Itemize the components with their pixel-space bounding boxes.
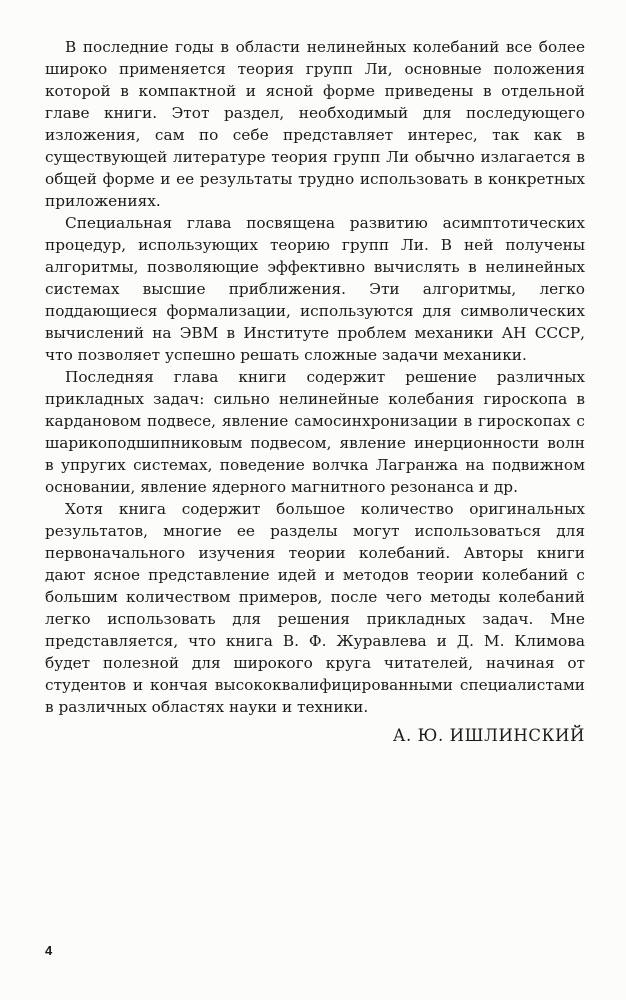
- paragraph-1: В последние годы в области нелинейных колебаний все более широко применяется теория групп Ли, основные положения которой в компактной и ясной форме приведены в отдельной главе книги. Этот раздел, необходимый для последующего изложения, сам по себе представляет интерес, так как в существующей литературе теория групп Ли обычно излагается в общей форме и ее результаты трудно использовать в конкретных приложениях.: [45, 38, 585, 210]
- page-number: 4: [45, 943, 53, 958]
- paragraph-3: Последняя глава книги содержит решение различных прикладных задач: сильно нелинейные колебания гироскопа в кардановом подвесе, явление самосинхронизации в гироскопах с шарикоподшипниковым подвесом, явление инерционности волн в упругих системах, поведение волчка Лагранжа на подвижном основании, явление ядерного магнитного резонанса и др.: [45, 368, 585, 496]
- author-signature: А. Ю. ИШЛИНСКИЙ: [392, 726, 585, 745]
- paragraph-4: Хотя книга содержит большое количество оригинальных результатов, многие ее разделы могут использоваться для первоначального изучения теории колебаний. Авторы книги дают ясное представление идей и методов теории колебаний с большим количеством примеров, после чего методы колебаний легко использовать для решения прикладных задач. Мне представляется, что книга В. Ф. Журавлева и Д. М. Климова будет полезной для широкого круга читателей, начиная от студентов и кончая высококвалифицированными специалистами в различных областях науки и техники.: [45, 500, 585, 716]
- paragraph-2: Специальная глава посвящена развитию асимптотических процедур, использующих теорию групп Ли. В ней получены алгоритмы, позволяющие эффективно вычислять в нелинейных системах высшие приближения. Эти алгоритмы, легко поддающиеся формализации, используются для символических вычислений на ЭВМ в Институте проблем механики АН СССР, что позволяет успешно решать сложные задачи механики.: [45, 214, 585, 364]
- body-text: [45, 36, 585, 748]
